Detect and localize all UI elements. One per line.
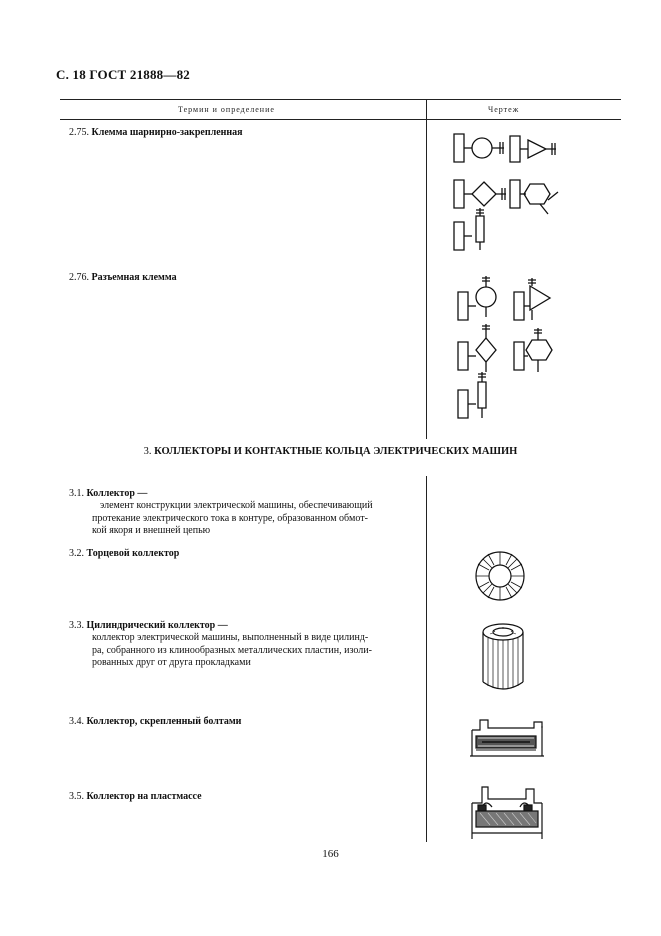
face-commutator-drawing (474, 550, 526, 602)
term-3-2 (69, 548, 414, 561)
term-title: Цилиндрический коллектор — (86, 620, 228, 631)
term-3-3 (69, 620, 414, 633)
cylindrical-commutator-drawing (480, 622, 526, 692)
term-title: Коллектор, скрепленный болтами (86, 716, 242, 727)
page-header: С. 18 ГОСТ 21888—82 (56, 67, 190, 82)
term-title: Разъемная клемма (91, 272, 177, 283)
term-number: 3.4. (69, 716, 84, 727)
term-title: Клемма шарнирно-закрепленная (91, 127, 243, 138)
definition-line: рованных друг от друга прокладками (92, 657, 251, 668)
column-divider-bottom (426, 476, 427, 842)
term-number: 3.3. (69, 620, 84, 631)
term-number: 3.5. (69, 791, 84, 802)
section-number: 3. (143, 446, 152, 457)
term-3-1 (69, 488, 414, 501)
column-header-terms: Термин и определение (178, 105, 275, 114)
detachable-terminal-drawing (448, 272, 568, 422)
term-number: 3.2. (69, 548, 84, 559)
definition-3-3 (92, 632, 422, 670)
term-title: Коллектор на пластмассе (86, 791, 202, 802)
column-divider-top (426, 99, 427, 439)
term-title: Коллектор — (86, 488, 148, 499)
term-number: 2.75. (69, 127, 89, 138)
table-header-rule (60, 119, 621, 120)
definition-3-1 (92, 500, 422, 538)
hinged-terminal-drawing (448, 124, 568, 254)
bolted-commutator-drawing (468, 712, 548, 758)
page-number: 166 (322, 848, 339, 860)
term-title: Торцевой коллектор (86, 548, 180, 559)
definition-line: коллектор электрической машины, выполненный в виде цилинд- (92, 632, 369, 643)
column-header-drawing: Чертеж (488, 105, 520, 114)
term-2-75 (69, 127, 414, 140)
term-2-76 (69, 272, 414, 285)
term-3-4 (69, 716, 414, 729)
term-3-5 (69, 791, 414, 804)
definition-line: ра, собранного из клинообразных металлических пластин, изоли- (92, 644, 372, 656)
definition-line: протекание электрического тока в контуре, образованном обмот- (92, 512, 368, 524)
definition-line: элемент конструкции электрической машины, обеспечивающий (100, 500, 373, 511)
term-number: 2.76. (69, 272, 89, 283)
plastic-commutator-drawing (468, 783, 548, 841)
section-heading (0, 446, 661, 457)
definition-line: кой якоря и внешней цепью (92, 525, 211, 536)
section-title: КОЛЛЕКТОРЫ И КОНТАКТНЫЕ КОЛЬЦА ЭЛЕКТРИЧЕСКИХ МАШИН (154, 446, 518, 457)
term-number: 3.1. (69, 488, 84, 499)
table-top-rule (60, 99, 621, 100)
